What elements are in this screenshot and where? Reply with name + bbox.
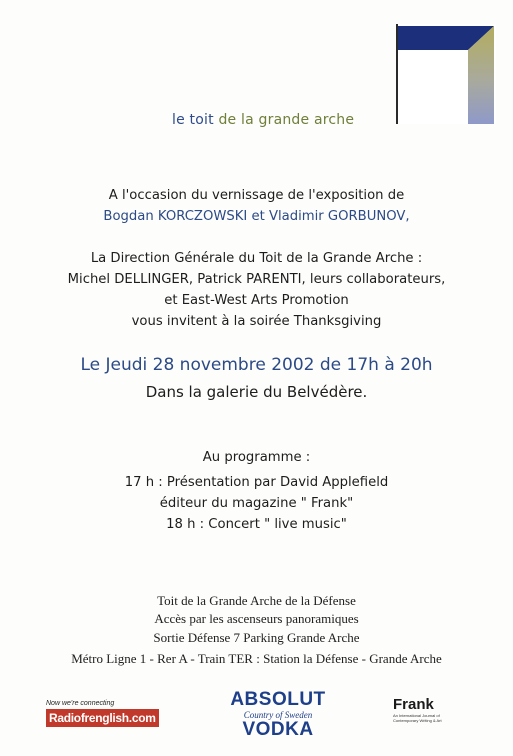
absolut-bottom: VODKA (242, 719, 314, 740)
invite-line1: La Direction Générale du Toit de la Grande Arche : (90, 251, 423, 266)
absolut-mid: Country of Sweden (243, 710, 313, 720)
brand-part2: de la grande arche (218, 112, 355, 128)
event-venue: Dans la galerie du Belvédère. (145, 383, 368, 401)
artists-line: Bogdan KORCZOWSKI et Vladimir GORBUNOV, (103, 209, 410, 224)
program-item2: 18 h : Concert " live music" (166, 517, 347, 532)
frank-subtitle: An International Journal of Contemporary Writing & Art (393, 713, 442, 723)
event-date: Le Jeudi 28 novembre 2002 de 17h à 20h (80, 355, 433, 375)
access-line3: Sortie Défense 7 Parking Grande Arche (153, 630, 360, 645)
frank-name: Frank (393, 696, 434, 713)
absolut-sponsor-logo (226, 690, 330, 740)
frank-sponsor-logo (393, 697, 453, 723)
program-title: Au programme : (202, 450, 311, 465)
invite-line2: Michel DELLINGER, Patrick PARENTI, leurs collaborateurs, (67, 272, 446, 287)
brand-name (172, 112, 354, 128)
radio-sponsor-logo (46, 700, 159, 727)
brand-part1: le toit (172, 112, 214, 128)
radio-tagline: Now we're connecting (46, 700, 115, 707)
program-item1: 17 h : Présentation par David Applefield (124, 475, 389, 490)
access-line4: Métro Ligne 1 - Rer A - Train TER : Station la Défense - Grande Arche (71, 651, 442, 666)
access-line2: Accès par les ascenseurs panoramiques (154, 611, 359, 626)
grande-arche-logo-icon (396, 24, 496, 124)
absolut-top: ABSOLUT (230, 689, 326, 710)
invite-line3: et East-West Arts Promotion (164, 293, 349, 308)
radio-name: Radiofrenglish.com (46, 709, 159, 727)
access-line1: Toit de la Grande Arche de la Défense (157, 593, 356, 608)
intro-line: A l'occasion du vernissage de l'exposition de (108, 188, 405, 203)
invite-line4: vous invitent à la soirée Thanksgiving (131, 314, 382, 329)
program-item1-sub: éditeur du magazine " Frank" (159, 496, 354, 511)
